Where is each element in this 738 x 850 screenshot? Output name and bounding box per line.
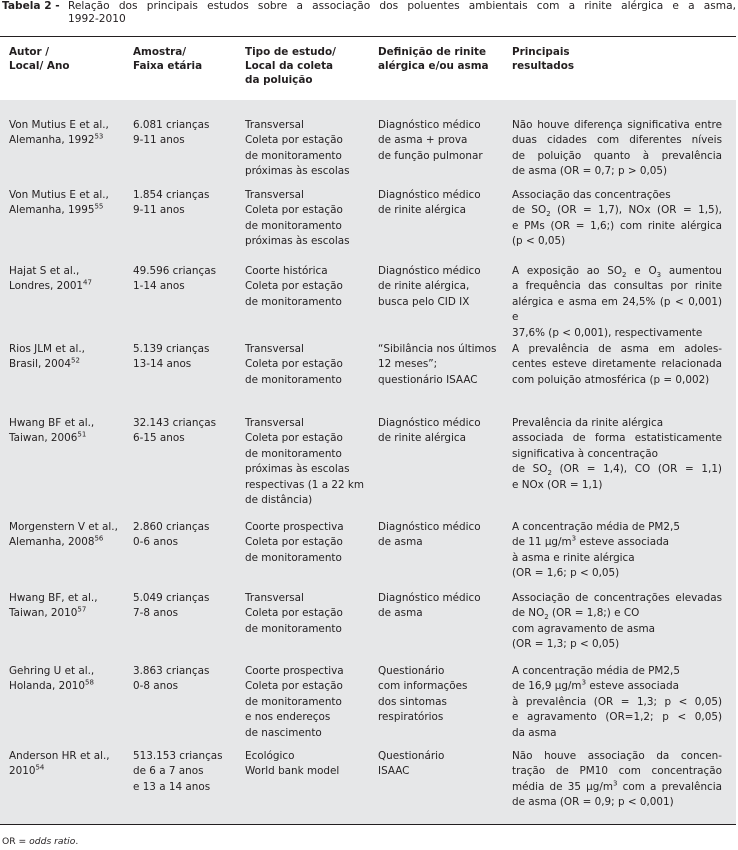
table-footnote: [2, 836, 78, 847]
author-cell: [9, 416, 94, 447]
cell-line: busca pelo CID IX: [378, 295, 470, 308]
cell-line: A exposição ao $SO_2$ e $O_3$ aumentou: [512, 265, 722, 280]
cell-line: a frequência das consultas por rinite: [512, 280, 722, 293]
caption-text-line1: Relação dos principais estudos sobre a associação dos poluentes ambientais com a rinite alérgica e a asma,: [68, 0, 736, 12]
author-cell: [9, 342, 85, 373]
results-cell: [512, 664, 722, 741]
cell-line: de $NO_2$ (OR = 1,8;) e CO: [512, 607, 640, 622]
cell-line: e 13 a 14 anos: [133, 780, 211, 793]
cell-line: próximas às escolas: [245, 235, 350, 248]
cell-line: de asma (OR = 0,7; p > 0,05): [512, 165, 668, 178]
cell-line: de monitoramento: [245, 219, 342, 232]
cell-line: de monitoramento: [245, 695, 342, 708]
cell-line: 3.863 crianças: [133, 665, 210, 677]
cell-line: à asma e rinite alérgica: [512, 551, 635, 564]
cell-line: Diagnóstico médico: [378, 521, 481, 533]
cell-line: da asma: [512, 726, 557, 739]
cell-line: e PMs (OR = 1,6;) com rinite alérgica: [512, 219, 722, 232]
cell-line: Diagnóstico médico: [378, 265, 481, 277]
cell-line: Não houve diferença significativa entre: [512, 119, 722, 131]
header-definition: Definição de rinite alérgica e/ou asma: [378, 46, 489, 72]
cell-line: ISAAC: [378, 765, 410, 778]
cell-line: Coleta por estação: [245, 607, 343, 620]
cell-line: de 11 $\mu g/m^3$ esteve associada: [512, 534, 670, 549]
cell-line: 5.049 crianças: [133, 592, 210, 604]
cell-line: 9-11 anos: [133, 204, 185, 217]
definition-cell: [378, 264, 481, 310]
study-type-cell: [245, 264, 343, 310]
cell-line: de monitoramento: [245, 149, 342, 162]
cell-line: com poluição atmosférica (p = 0,002): [512, 373, 710, 386]
cell-line: Coorte prospectiva: [245, 521, 344, 533]
cell-line: Questionário: [378, 665, 445, 677]
sample-cell: [133, 188, 209, 219]
definition-cell: [378, 664, 467, 726]
cell-line: 1-14 anos: [133, 280, 185, 293]
results-cell: [512, 416, 722, 493]
cell-line: Coleta por estação: [245, 134, 343, 147]
reference-number: 47: [83, 278, 92, 287]
cell-line: de monitoramento: [245, 447, 342, 460]
cell-line: Brasil, 2004$^{52}$: [9, 356, 80, 371]
cell-line: Taiwan, 2010$^{57}$: [9, 605, 87, 620]
cell-line: de 6 a 7 anos: [133, 765, 204, 778]
cell-line: Gehring U et al.,: [9, 665, 95, 677]
results-cell: [512, 342, 722, 388]
cell-line: Coleta por estação: [245, 536, 343, 549]
definition-cell: [378, 188, 481, 219]
cell-line: e agravamento (OR=1,2; p < 0,05): [512, 711, 722, 724]
cell-line: “Sibilância nos últimos: [378, 343, 497, 355]
cell-line: de asma: [378, 607, 423, 620]
cell-line: 9-11 anos: [133, 134, 185, 147]
reference-number: 56: [94, 534, 104, 543]
definition-cell: [378, 520, 481, 551]
study-type-cell: [245, 118, 350, 180]
cell-line: 2010$^{54}$: [9, 763, 45, 778]
cell-line: associada de forma estatisticamente: [512, 432, 722, 445]
cell-line: Morgenstern V et al.,: [9, 521, 118, 533]
study-type-cell: [245, 342, 343, 388]
sample-cell: [133, 591, 209, 622]
sample-cell: [133, 118, 209, 149]
cell-line: Coleta por estação: [245, 280, 343, 293]
reference-number: 53: [94, 132, 104, 141]
table-body: [0, 100, 736, 824]
cell-line: Coleta por estação: [245, 432, 343, 445]
cell-line: Diagnóstico médico: [378, 417, 481, 429]
cell-line: 37,6% (p < 0,001), respectivamente: [512, 326, 703, 339]
cell-line: Taiwan, 2006$^{51}$: [9, 430, 87, 445]
cell-line: A concentração média de PM2,5: [512, 665, 680, 677]
cell-line: Coleta por estação: [245, 358, 343, 371]
cell-line: de nascimento: [245, 726, 322, 739]
cell-line: 1.854 crianças: [133, 189, 210, 201]
cell-line: Diagnóstico médico: [378, 119, 481, 131]
cell-line: dos sintomas: [378, 695, 447, 708]
cell-line: de monitoramento: [245, 551, 342, 564]
cell-line: de monitoramento: [245, 622, 342, 635]
cell-line: Holanda, 2010$^{58}$: [9, 678, 94, 693]
author-cell: [9, 520, 118, 551]
cell-line: Coleta por estação: [245, 680, 343, 693]
results-cell: [512, 118, 722, 180]
cell-line: 2.860 crianças: [133, 521, 210, 533]
cell-line: de asma: [378, 536, 423, 549]
cell-line: e nos endereços: [245, 711, 331, 724]
author-cell: [9, 664, 94, 695]
cell-line: Von Mutius E et al.,: [9, 119, 109, 131]
cell-line: Transversal: [245, 417, 304, 429]
cell-line: 49.596 crianças: [133, 265, 216, 277]
sample-cell: [133, 342, 209, 373]
study-type-cell: [245, 591, 343, 637]
cell-line: significativa à concentração: [512, 447, 658, 460]
cell-line: Von Mutius E et al.,: [9, 189, 109, 201]
cell-line: de distância): [245, 494, 313, 507]
reference-number: 58: [85, 678, 94, 687]
caption-label: Tabela 2 -: [2, 0, 60, 12]
study-type-cell: [245, 749, 339, 780]
sample-cell: [133, 749, 223, 795]
cell-line: de 16,9 $\mu g/m^3$ esteve associada: [512, 678, 679, 693]
cell-line: 13-14 anos: [133, 358, 192, 371]
cell-line: de $SO_2$ (OR = 1,7), NOx (OR = 1,5),: [512, 204, 722, 219]
cell-line: Alemanha, 1992$^{53}$: [9, 132, 104, 147]
results-cell: [512, 749, 722, 811]
cell-line: World bank model: [245, 765, 340, 778]
study-type-cell: [245, 520, 344, 566]
header-study: Tipo de estudo/ Local da coleta da poluição: [245, 46, 336, 86]
definition-cell: [378, 416, 481, 447]
cell-line: duas cidades com diferentes níveis: [512, 134, 722, 147]
cell-line: Diagnóstico médico: [378, 592, 481, 604]
cell-line: respectivas (1 a 22 km: [245, 478, 365, 491]
reference-number: 55: [94, 202, 104, 211]
cell-line: 32.143 crianças: [133, 417, 216, 429]
header-sample: Amostra/ Faixa etária: [133, 46, 203, 72]
cell-line: 12 meses”;: [378, 358, 438, 371]
cell-line: Coorte prospectiva: [245, 665, 344, 677]
results-cell: [512, 188, 722, 250]
results-cell: [512, 591, 722, 653]
cell-line: de função pulmonar: [378, 149, 483, 162]
cell-line: e NOx (OR = 1,1): [512, 478, 603, 491]
reference-number: 57: [77, 605, 87, 614]
cell-line: Transversal: [245, 119, 304, 131]
author-cell: [9, 118, 109, 149]
cell-line: 513.153 crianças: [133, 750, 223, 762]
definition-cell: [378, 342, 496, 388]
reference-number: 52: [71, 356, 80, 365]
cell-line: próximas às escolas: [245, 165, 350, 178]
cell-line: Associação das concentrações: [512, 189, 671, 201]
cell-line: Coorte histórica: [245, 265, 328, 277]
sample-cell: [133, 664, 209, 695]
cell-line: de poluição quanto à prevalência: [512, 149, 722, 162]
cell-line: Alemanha, 1995$^{55}$: [9, 202, 104, 217]
cell-line: de rinite alérgica: [378, 432, 466, 445]
cell-line: Transversal: [245, 343, 304, 355]
cell-line: de asma (OR = 0,9; p < 0,001): [512, 796, 674, 809]
cell-line: (OR = 1,3; p < 0,05): [512, 638, 620, 651]
cell-line: Rios JLM et al.,: [9, 343, 85, 355]
header-author: Autor / Local/ Ano: [9, 46, 70, 72]
cell-line: Hwang BF, et al.,: [9, 592, 98, 604]
cell-line: 7-8 anos: [133, 607, 178, 620]
cell-line: Anderson HR et al.,: [9, 750, 110, 762]
reference-number: 54: [35, 763, 45, 772]
cell-line: Associação de concentrações elevadas: [512, 592, 722, 604]
table-header: [0, 37, 736, 100]
definition-cell: [378, 749, 444, 780]
caption-text-line2: 1992-2010: [68, 13, 126, 25]
cell-line: Prevalência da rinite alérgica: [512, 417, 664, 429]
cell-line: com informações: [378, 680, 468, 693]
table-caption: [2, 0, 736, 26]
cell-line: Coleta por estação: [245, 204, 343, 217]
cell-line: Londres, 2001$^{47}$: [9, 278, 92, 293]
cell-line: Questionário: [378, 750, 445, 762]
author-cell: [9, 188, 109, 219]
results-cell: [512, 520, 722, 582]
cell-line: alérgica e asma em 24,5% (p < 0,001) e: [512, 295, 722, 324]
cell-line: de asma + prova: [378, 134, 468, 147]
author-cell: [9, 591, 98, 622]
cell-line: com agravamento de asma: [512, 622, 656, 635]
author-cell: [9, 749, 110, 780]
cell-line: Não houve associação da concen-: [512, 750, 722, 762]
cell-line: Ecológico: [245, 750, 295, 762]
cell-line: 6-15 anos: [133, 432, 185, 445]
reference-number: 51: [77, 430, 87, 439]
cell-line: 0-8 anos: [133, 680, 178, 693]
cell-line: próximas às escolas: [245, 463, 350, 476]
header-results: Principais resultados: [512, 46, 575, 72]
cell-line: média de 35 $\mu g/m^3$ com a prevalência: [512, 779, 722, 793]
results-cell: [512, 264, 722, 341]
cell-line: A prevalência de asma em adoles-: [512, 343, 722, 355]
sample-cell: [133, 520, 209, 551]
footnote-suffix: .: [75, 836, 79, 847]
cell-line: de rinite alérgica,: [378, 280, 470, 293]
cell-line: tração de PM10 com concentração: [512, 765, 722, 778]
cell-line: Transversal: [245, 592, 304, 604]
cell-line: (OR = 1,6; p < 0,05): [512, 567, 620, 580]
cell-line: 6.081 crianças: [133, 119, 210, 131]
footnote-term: odds ratio: [29, 836, 76, 847]
study-type-cell: [245, 416, 364, 508]
cell-line: (p < 0,05): [512, 235, 566, 248]
cell-line: Transversal: [245, 189, 304, 201]
cell-line: A concentração média de PM2,5: [512, 521, 680, 533]
cell-line: Hwang BF et al.,: [9, 417, 95, 429]
cell-line: de monitoramento: [245, 373, 342, 386]
table-bottom-rule: [0, 824, 736, 825]
cell-line: Alemanha, 2008$^{56}$: [9, 534, 104, 549]
author-cell: [9, 264, 92, 295]
cell-line: Diagnóstico médico: [378, 189, 481, 201]
cell-line: centes esteve diretamente relacionada: [512, 358, 722, 371]
cell-line: à prevalência (OR = 1,3; p < 0,05): [512, 695, 722, 708]
definition-cell: [378, 591, 481, 622]
cell-line: Hajat S et al.,: [9, 265, 80, 277]
definition-cell: [378, 118, 483, 164]
sample-cell: [133, 264, 216, 295]
sample-cell: [133, 416, 216, 447]
footnote-prefix: OR =: [2, 836, 30, 847]
study-type-cell: [245, 664, 344, 741]
cell-line: respiratórios: [378, 711, 444, 724]
study-type-cell: [245, 188, 350, 250]
cell-line: 5.139 crianças: [133, 343, 210, 355]
cell-line: de $SO_2$ (OR = 1,4), CO (OR = 1,1): [512, 463, 722, 478]
cell-line: de rinite alérgica: [378, 204, 466, 217]
cell-line: questionário ISAAC: [378, 373, 478, 386]
cell-line: 0-6 anos: [133, 536, 178, 549]
cell-line: de monitoramento: [245, 295, 342, 308]
